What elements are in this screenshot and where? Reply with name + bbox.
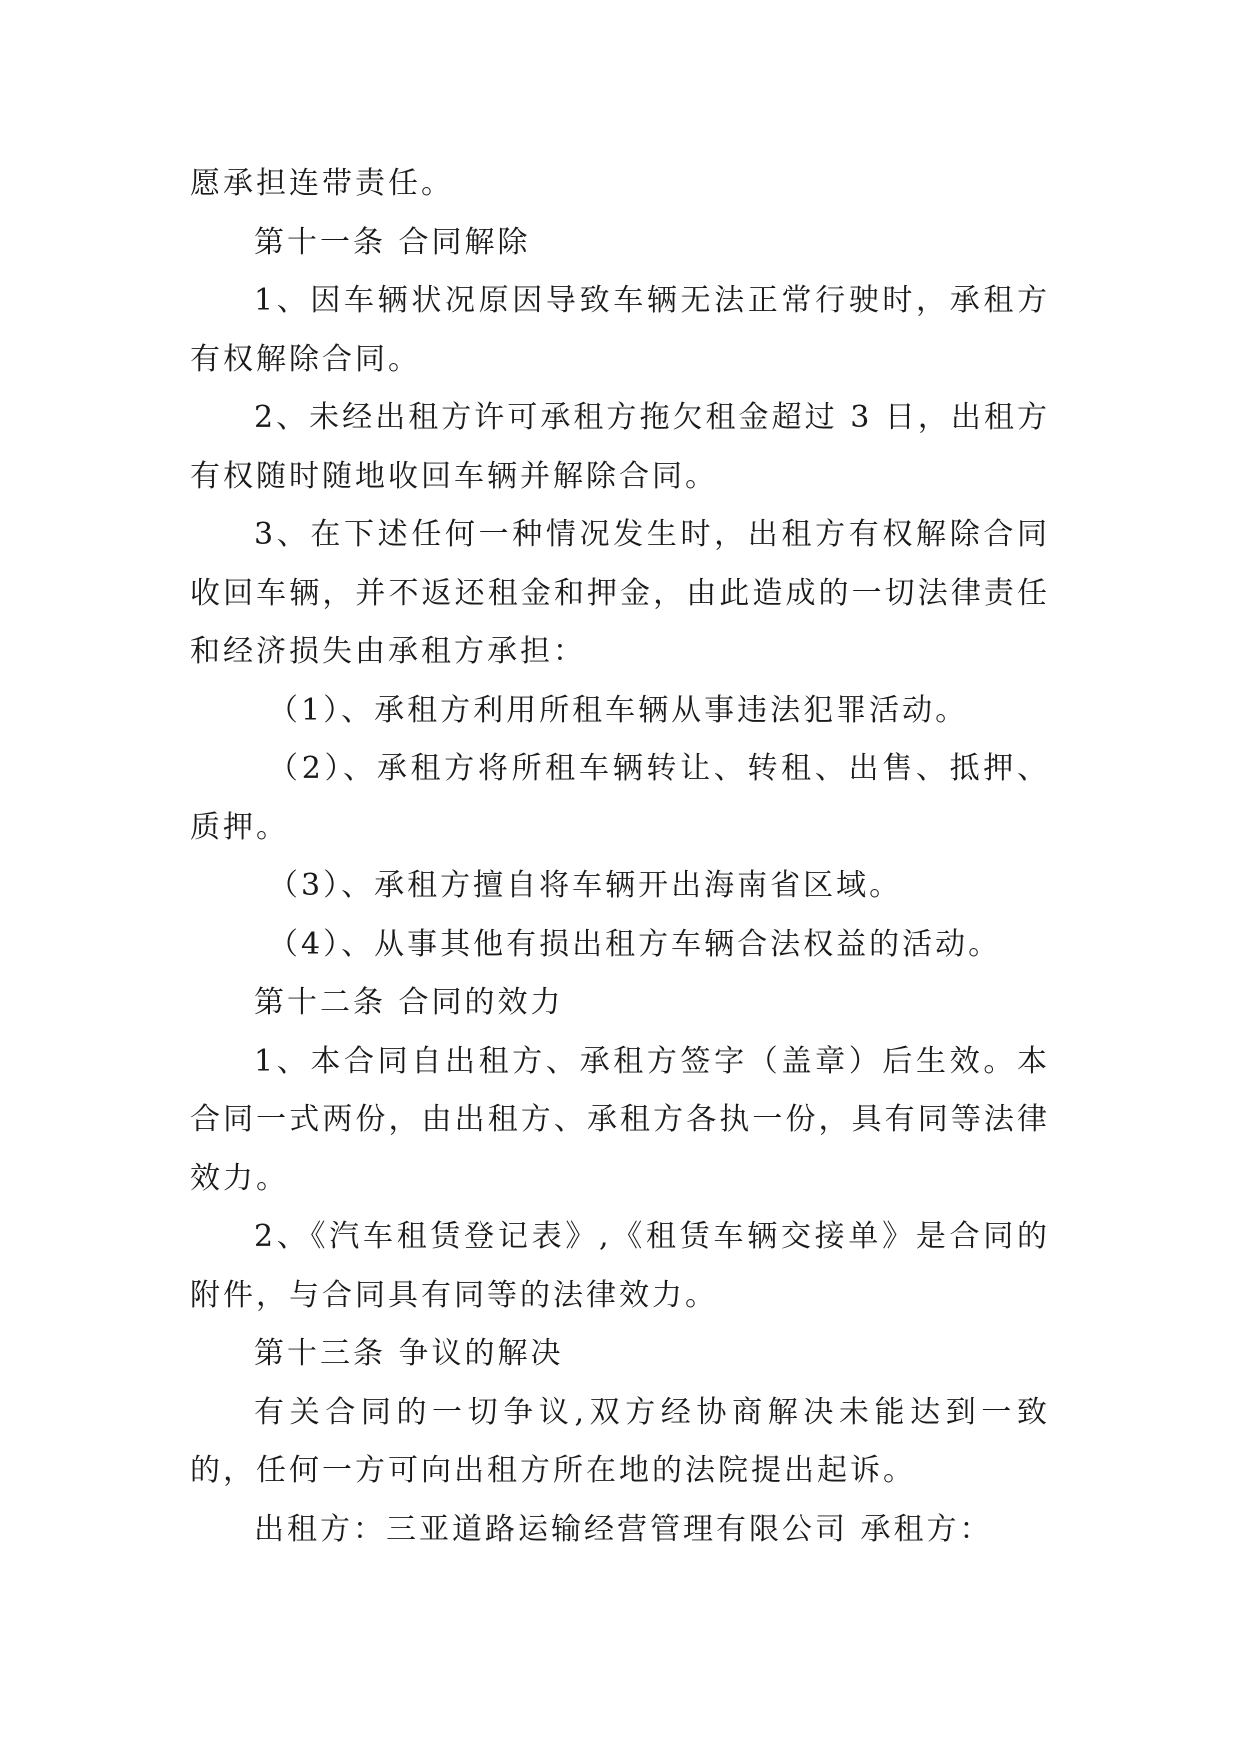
article-11-item-2: （2）、承租方将所租车辆转让、转租、出售、抵押、质押。: [190, 751, 1050, 845]
article-12-clause-1: 1、本合同自出租方、承租方签字（盖章）后生效。本合同一式两份，由出租方、承租方各执一份，具有同等法律效力。: [190, 1043, 1050, 1196]
article-11-heading: 第十一条 合同解除: [254, 224, 531, 260]
article-11-clause-3: 3、在下述任何一种情况发生时，出租方有权解除合同收回车辆，并不返还租金和押金，由此造成的一切法律责任和经济损失由承租方承担：: [190, 517, 1050, 669]
article-11-item-4: （4）、从事其他有损出租方车辆合法权益的活动。: [268, 926, 1002, 962]
document-body: [190, 155, 1050, 1559]
article-12-heading: 第十二条 合同的效力: [254, 985, 564, 1020]
signature-line: 出租方：三亚道路运输经营管理有限公司 承租方：: [254, 1511, 993, 1547]
article-11-clause-2: 2、未经出租方许可承租方拖欠租金超过 3 日，出租方有权随时随地收回车辆并解除合同。: [190, 400, 1050, 494]
article-12-clause-2: 2、《汽车租赁登记表》,《租赁车辆交接单》是合同的附件，与合同具有同等的法律效力。: [190, 1219, 1050, 1313]
article-13-body: 有关合同的一切争议,双方经协商解决未能达到一致的，任何一方可向出租方所在地的法院提出起诉。: [190, 1394, 1050, 1488]
article-11-item-3: （3）、承租方擅自将车辆开出海南省区域。: [268, 868, 903, 903]
article-13-heading: 第十三条 争议的解决: [254, 1336, 564, 1371]
article-11-clause-1: 1、因车辆状况原因导致车辆无法正常行驶时，承租方有权解除合同。: [190, 283, 1050, 377]
article-11-item-1: （1）、承租方利用所租车辆从事违法犯罪活动。: [268, 692, 969, 728]
paragraph-continuation: 愿承担连带责任。: [190, 166, 454, 201]
